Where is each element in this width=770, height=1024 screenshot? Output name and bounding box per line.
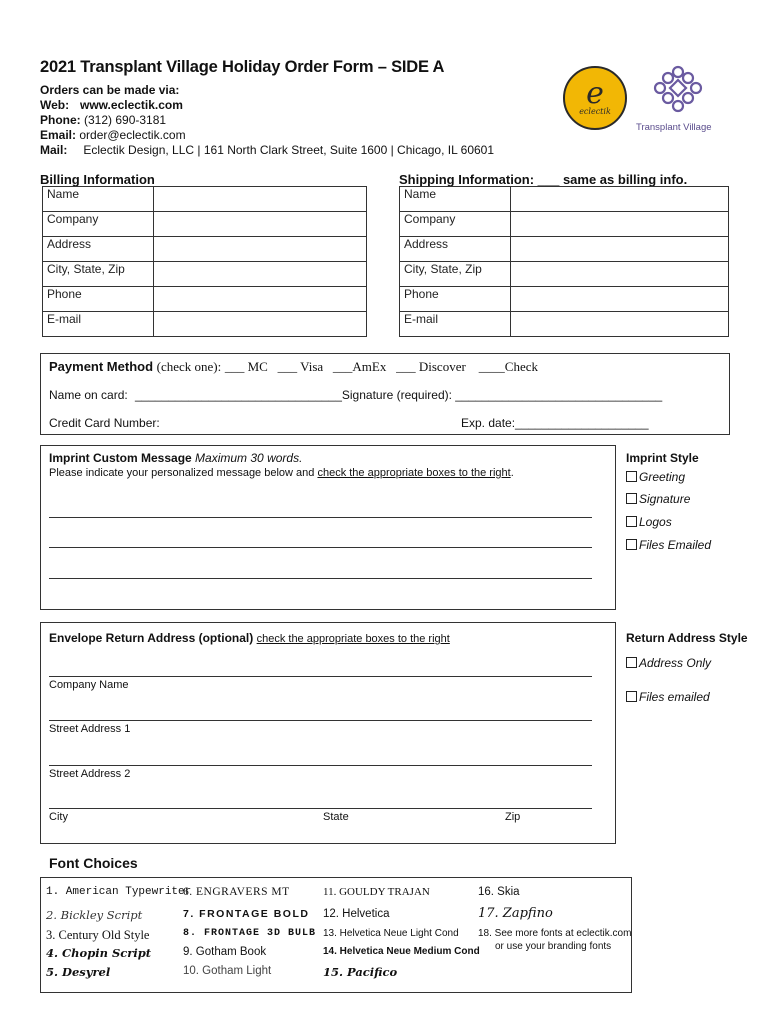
billing-row: Address — [43, 237, 367, 262]
shipping-row: E-mail — [400, 312, 729, 337]
checkbox[interactable] — [626, 516, 637, 527]
transplant-village-label: Transplant Village — [636, 122, 712, 133]
billing-heading: Billing Information — [40, 172, 155, 187]
billing-company-input[interactable] — [154, 212, 367, 237]
font-option[interactable]: 10. Gotham Light — [183, 965, 272, 977]
font-option[interactable]: 16. Skia — [478, 886, 520, 898]
orders-line: Orders can be made via: — [40, 83, 180, 97]
font-option[interactable]: 15. Pacifico — [323, 965, 398, 979]
billing-row: Name — [43, 187, 367, 212]
imprint-option-files-emailed[interactable]: Files Emailed — [626, 538, 711, 552]
billing-city-input[interactable] — [154, 262, 367, 287]
envelope-line-company[interactable] — [49, 720, 592, 721]
credit-card-label: Credit Card Number: — [49, 416, 160, 430]
imprint-option-greeting[interactable]: Greeting — [626, 470, 685, 484]
checkbox[interactable] — [626, 691, 637, 702]
imprint-option-logos[interactable]: Logos — [626, 515, 672, 529]
billing-row: E-mail — [43, 312, 367, 337]
billing-row: Phone — [43, 287, 367, 312]
billing-row: City, State, Zip — [43, 262, 367, 287]
transplant-village-logo-icon — [650, 64, 706, 120]
font-note: or use your branding fonts — [495, 941, 612, 952]
font-option[interactable]: 12. Helvetica — [323, 908, 390, 920]
message-line-2[interactable] — [49, 547, 592, 548]
shipping-row: Company — [400, 212, 729, 237]
email-line: Email: order@eclectik.com — [40, 128, 186, 142]
billing-table — [42, 186, 367, 337]
shipping-table — [399, 186, 729, 337]
payment-options[interactable]: ___ MC ___ Visa ___AmEx ___ Discover ____Check — [224, 359, 538, 374]
billing-row: Company — [43, 212, 367, 237]
font-option[interactable]: 14. Helvetica Neue Medium Cond — [323, 946, 480, 957]
eclectik-logo: e eclectik — [563, 66, 627, 130]
font-option[interactable]: 13. Helvetica Neue Light Cond — [323, 928, 459, 939]
message-line-3[interactable] — [49, 578, 592, 579]
font-option[interactable]: 2. Bickley Script — [46, 908, 143, 922]
web-link[interactable]: www.eclectik.com — [80, 98, 183, 112]
font-option[interactable]: 11. GOULDY TRAJAN — [323, 886, 430, 898]
envelope-heading-line: Envelope Return Address (optional) check the appropriate boxes to the right — [49, 631, 450, 645]
phone-line: Phone: (312) 690-3181 — [40, 113, 167, 127]
shipping-heading: Shipping Information: ___ same as billing info. — [399, 172, 688, 187]
page-title: 2021 Transplant Village Holiday Order Form – SIDE A — [40, 58, 445, 76]
font-option[interactable]: 1. American Typewriter — [46, 886, 192, 898]
shipping-company-input[interactable] — [511, 212, 729, 237]
shipping-city-input[interactable] — [511, 262, 729, 287]
web-line: Web: www.eclectik.com — [40, 98, 183, 112]
street2-label: Street Address 2 — [49, 768, 131, 780]
imprint-style-heading: Imprint Style — [626, 451, 699, 465]
state-label: State — [323, 811, 349, 823]
exp-date-line[interactable]: Exp. date:____________________ — [461, 416, 649, 430]
font-option[interactable]: 3. Century Old Style — [46, 928, 150, 942]
font-option[interactable]: 5. Desyrel — [46, 965, 111, 979]
shipping-row: Phone — [400, 287, 729, 312]
font-option[interactable]: 8. FRONTAGE 3D BULB — [183, 928, 317, 939]
email-link[interactable]: order@eclectik.com — [79, 128, 186, 142]
shipping-email-input[interactable] — [511, 312, 729, 337]
return-style-heading: Return Address Style — [626, 631, 748, 645]
envelope-line-top[interactable] — [49, 676, 592, 677]
billing-address-input[interactable] — [154, 237, 367, 262]
shipping-address-input[interactable] — [511, 237, 729, 262]
font-option[interactable]: 6. ENGRAVERS MT — [183, 886, 290, 898]
font-option[interactable]: 18. See more fonts at eclectik.com — [478, 928, 632, 939]
font-choices-heading: Font Choices — [49, 855, 138, 871]
checkbox[interactable] — [626, 471, 637, 482]
font-option[interactable]: 4. Chopin Script — [46, 946, 152, 960]
payment-method-line: Payment Method (check one): ___ MC ___ Visa ___AmEx ___ Discover ____Check — [49, 359, 538, 374]
font-option[interactable]: 17. Zapfino — [478, 906, 553, 921]
shipping-name-input[interactable] — [511, 187, 729, 212]
company-name-label: Company Name — [49, 679, 129, 691]
shipping-row: Address — [400, 237, 729, 262]
return-option-address-only[interactable]: Address Only — [626, 656, 711, 670]
imprint-instruction: Please indicate your personalized message below and check the appropriate boxes to the right. — [49, 467, 514, 479]
imprint-heading-line: Imprint Custom Message Maximum 30 words. — [49, 451, 303, 465]
shipping-row: Name — [400, 187, 729, 212]
zip-label: Zip — [505, 811, 521, 823]
message-line-1[interactable] — [49, 517, 592, 518]
billing-phone-input[interactable] — [154, 287, 367, 312]
checkbox[interactable] — [626, 493, 637, 504]
name-on-card-label: Name on card: — [49, 388, 128, 402]
imprint-option-signature[interactable]: Signature — [626, 492, 690, 506]
shipping-row: City, State, Zip — [400, 262, 729, 287]
envelope-line-street2[interactable] — [49, 808, 592, 809]
return-option-files-emailed[interactable]: Files emailed — [626, 690, 710, 704]
envelope-line-street1[interactable] — [49, 765, 592, 766]
city-label: City — [49, 811, 68, 823]
street1-label: Street Address 1 — [49, 723, 131, 735]
checkbox[interactable] — [626, 657, 637, 668]
billing-email-input[interactable] — [154, 312, 367, 337]
font-option[interactable]: 9. Gotham Book — [183, 946, 267, 958]
name-signature-line[interactable]: _______________________________Signature (required): _______________________________ — [135, 388, 663, 402]
font-option[interactable]: 7. FRONTAGE BOLD — [183, 908, 310, 920]
mail-line: Mail: Eclectik Design, LLC | 161 North Clark Street, Suite 1600 | Chicago, IL 60601 — [40, 143, 495, 157]
billing-name-input[interactable] — [154, 187, 367, 212]
checkbox[interactable] — [626, 539, 637, 550]
shipping-phone-input[interactable] — [511, 287, 729, 312]
